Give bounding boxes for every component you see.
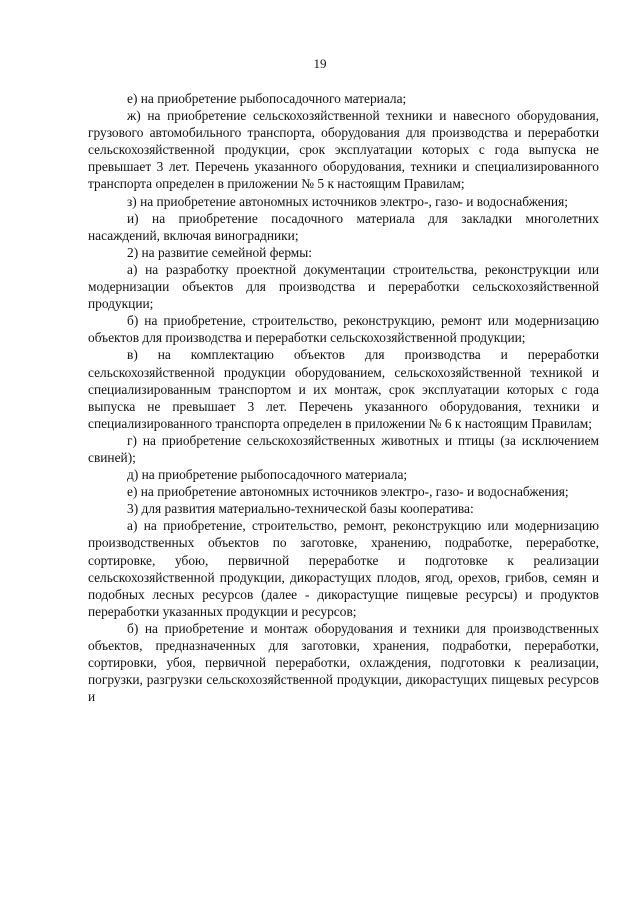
- paragraph-item-v-equipment: в) на комплектацию объектов для производства и переработки сельскохозяйственной продукции оборудованием, сельскохозяйственной техникой и специализированным транспортом и их монтаж, срок эксплуатации которых с года выпуска не превышает 3 лет. Перечень указанного оборудования, техники и специализированного транспорта определен в приложении № 6 к настоящим Правилам;: [88, 347, 599, 431]
- paragraph-item-d-fish-stock: д) на приобретение рыбопосадочного материала;: [127, 467, 408, 483]
- paragraph-section-3-cooperative: 3) для развития материально-технической базы кооператива:: [127, 501, 474, 517]
- paragraph-item-a-production-facilities: а) на приобретение, строительство, ремонт, реконструкцию или модернизацию производственных объектов по заготовке, хранению, подработке, переработке, сортировке, убою, первичной переработке и подготовке к реализации сельскохозяйственной продукции, дикорастущих плодов, ягод, орехов, грибов, семян и подобных лесных ресурсов (далее - дикорастущие пищевые ресурсы) и продуктов переработки указанных продукции и ресурсов;: [88, 518, 599, 619]
- page-number: 19: [313, 56, 327, 71]
- paragraph-section-2-family-farm: 2) на развитие семейной фермы:: [127, 244, 312, 260]
- paragraph-item-a-project-documentation: а) на разработку проектной документации строительства, реконструкции или модернизации объектов для производства и переработки сельскохозяйственной продукции;: [88, 261, 599, 312]
- paragraph-item-i-planting-material: и) на приобретение посадочного материала для закладки многолетних насаждений, включая виноградники;: [88, 210, 599, 243]
- paragraph-item-b-installation: б) на приобретение и монтаж оборудования и техники для производственных объектов, предназначенных для заготовки, хранения, подработки, переработки, сортировки, убоя, первичной переработки, охлаждения, подготовки к реализации, погрузки, разгрузки сельскохозяйственной продукции, дикорастущих пищевых ресурсов и: [88, 620, 599, 705]
- paragraph-item-zh-machinery: ж) на приобретение сельскохозяйственной техники и навесного оборудования, грузового автомобильного транспорта, оборудования для производства и переработки сельскохозяйственной продукции, срок эксплуатации которых с года выпуска не превышает 3 лет. Перечень указанного оборудования, техники и специализированного транспорта определен в приложении № 5 к настоящим Правилам;: [88, 108, 599, 192]
- paragraph-item-e-fish-stock: е) на приобретение рыбопосадочного материала;: [127, 91, 407, 106]
- paragraph-item-z-autonomous-sources: з) на приобретение автономных источников электро-, газо- и водоснабжения;: [127, 193, 568, 209]
- document-body: [88, 90, 599, 705]
- paragraph-item-g-livestock: г) на приобретение сельскохозяйственных животных и птицы (за исключением свиней);: [88, 432, 599, 465]
- paragraph-item-b-construction: б) на приобретение, строительство, реконструкцию, ремонт или модернизацию объектов для производства и переработки сельскохозяйственной продукции;: [88, 313, 599, 346]
- paragraph-item-e-autonomous-sources: е) на приобретение автономных источников электро-, газо- и водоснабжения;: [127, 484, 569, 500]
